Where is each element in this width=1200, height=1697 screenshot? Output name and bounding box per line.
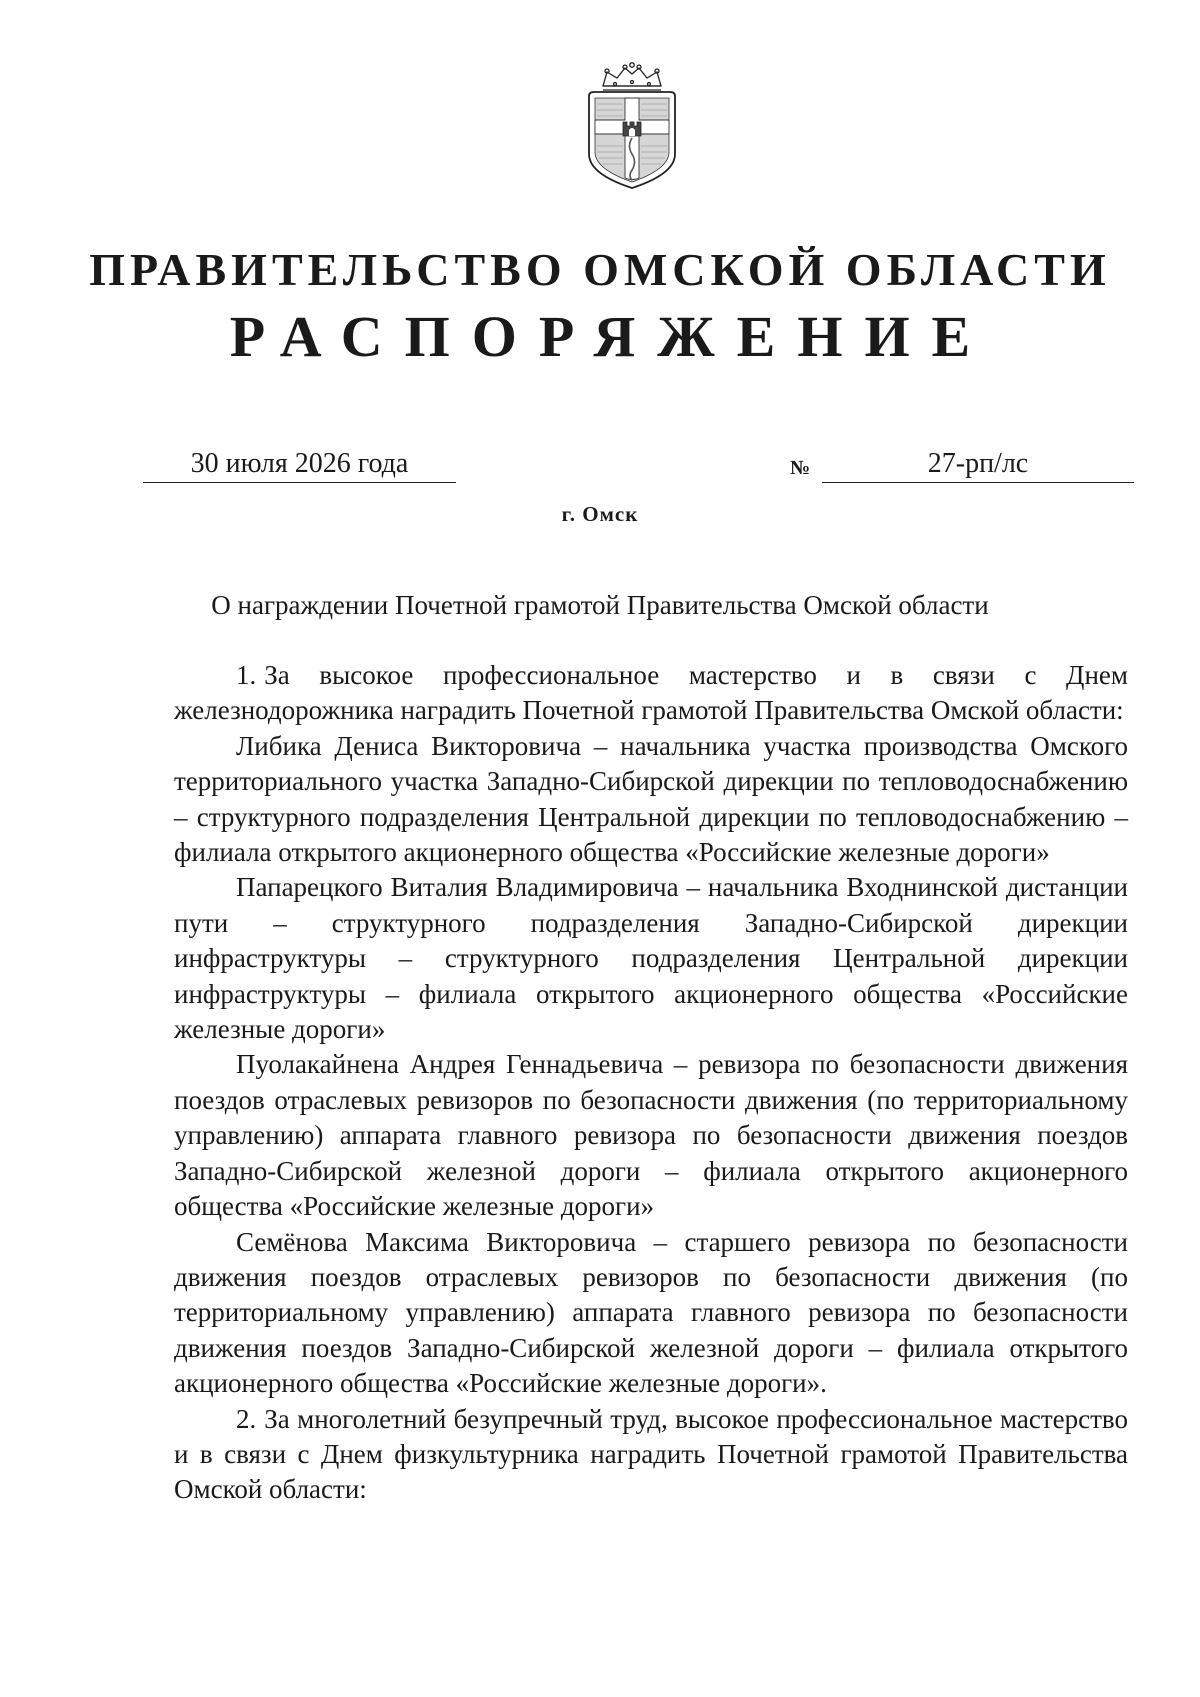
coat-of-arms-icon	[577, 62, 687, 192]
item-number: 2.	[236, 1403, 257, 1434]
awardee-paragraph: Семёнова Максима Викторовича – старшего ревизора по безопасности движения поездов отраслевых ревизоров по безопасности движения (по территориальному управлению) аппарата главного ревизора по безопасности движения поездов Западно-Сибирской железной дороги – филиала открытого акционерного общества «Российские железные дороги».	[174, 1226, 1128, 1399]
awardee-paragraph: Либика Дениса Викторовича – начальника участка производства Омского территориального участка Западно-Сибирской дирекции по тепловодоснабжению – структурного подразделения Центральной дирекции по тепловодоснабжению – филиала открытого акционерного общества «Российские железные дороги»	[174, 730, 1128, 868]
document-type-title: РАСПОРЯЖЕНИЕ	[229, 304, 993, 369]
document-body	[174, 658, 1128, 1508]
item-text: За высокое профессиональное мастерство и в связи с Днем железнодорожника наградить Почетной грамотой Правительства Омской области:	[174, 660, 1128, 726]
city-label: г. Омск	[561, 502, 639, 526]
organization-title: ПРАВИТЕЛЬСТВО ОМСКОЙ ОБЛАСТИ	[89, 244, 1111, 295]
paragraph-item-1	[174, 658, 1128, 729]
document-number: 27-рп/лс	[822, 448, 1134, 483]
document-subject: О награждении Почетной грамотой Правительства Омской области	[211, 590, 989, 620]
item-text: За многолетний безупречный труд, высокое профессиональное мастерство и в связи с Днем физкультурника наградить Почетной грамотой Правительства Омской области:	[174, 1403, 1128, 1505]
paragraph-item-2	[174, 1402, 1128, 1508]
number-label: №	[790, 457, 811, 479]
item-number: 1.	[236, 660, 257, 690]
awardee-paragraph: Пуолакайнена Андрея Геннадьевича – ревизора по безопасности движения поездов отраслевых ревизоров по безопасности движения (по территориальному управлению) аппарата главного ревизора по безопасности движения поездов Западно-Сибирской железной дороги – филиала открытого акционерного общества «Российские железные дороги»	[174, 1049, 1128, 1222]
awardee-paragraph: Папарецкого Виталия Владимировича – начальника Входнинской дистанции пути – структурного подразделения Западно-Сибирской дирекции инфраструктуры – структурного подразделения Центральной дирекции инфраструктуры – филиала открытого акционерного общества «Российские железные дороги»	[174, 872, 1128, 1045]
document-date: 30 июля 2026 года	[143, 448, 456, 483]
